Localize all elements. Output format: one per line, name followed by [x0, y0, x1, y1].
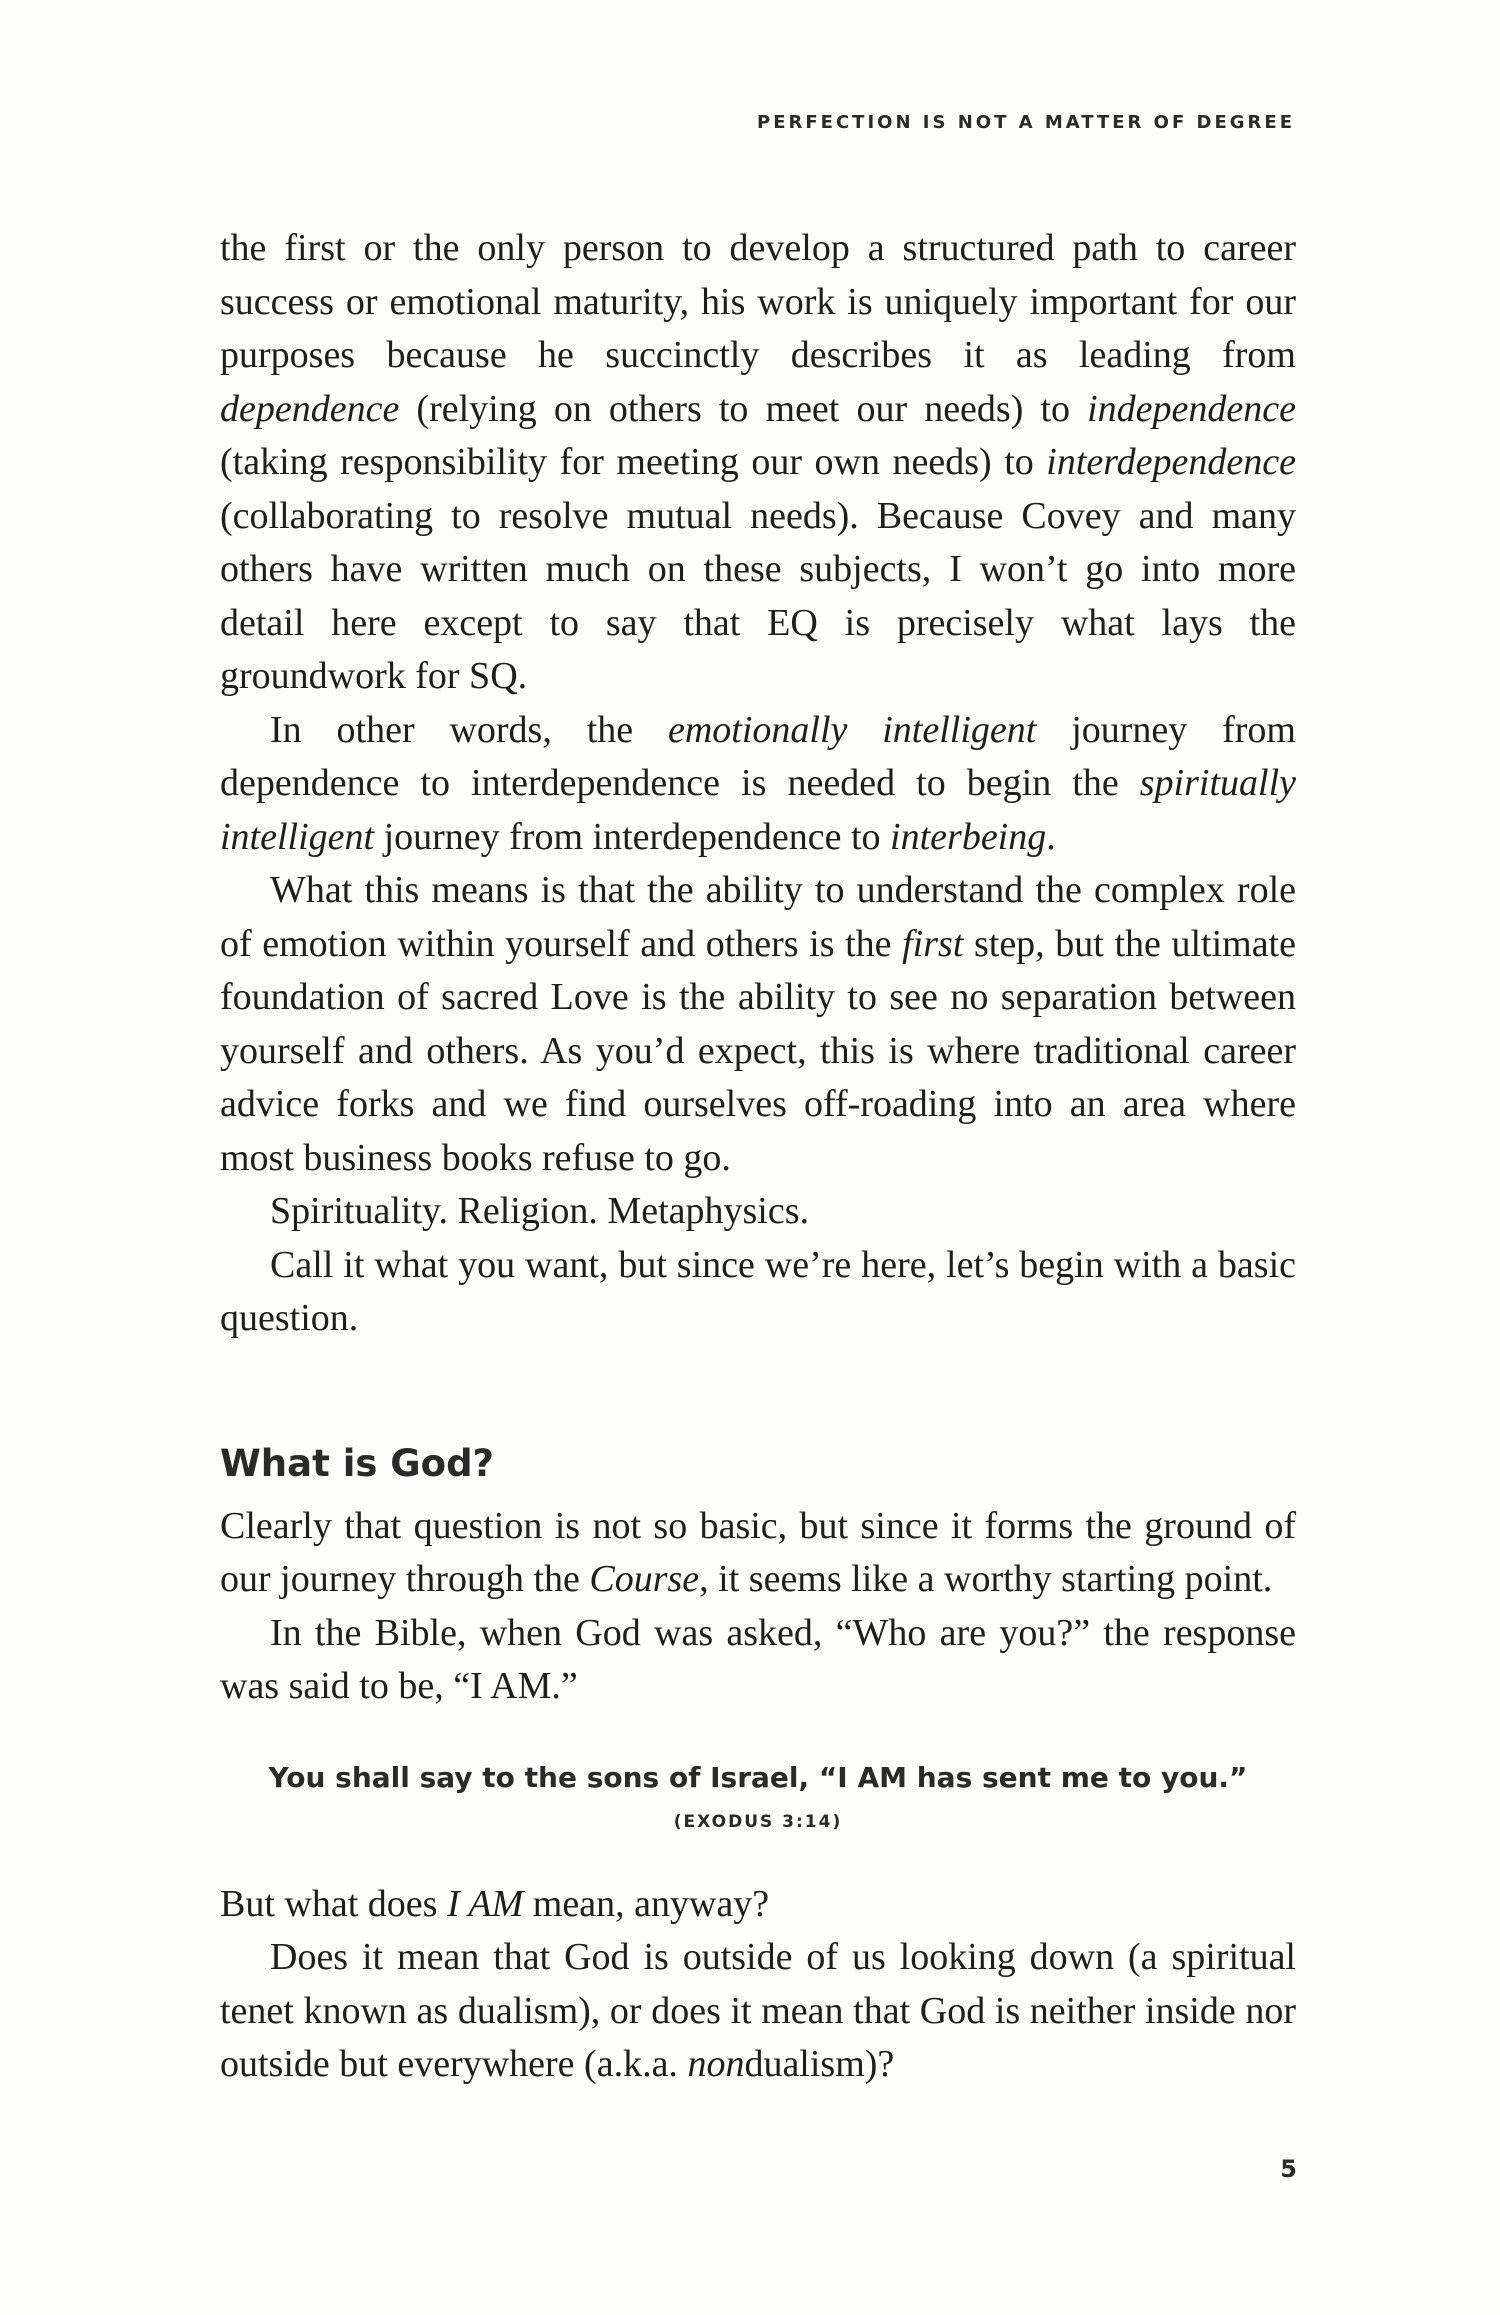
running-head: PERFECTION IS NOT A MATTER OF DEGREE: [757, 112, 1295, 133]
paragraph-7: In the Bible, when God was asked, “Who are you?” the response was said to be, “I AM.”: [220, 1611, 1296, 1707]
paragraph-4: Spirituality. Religion. Metaphysics.: [270, 1190, 809, 1232]
section-heading: What is God?: [220, 1441, 495, 1485]
paragraph-2: In other words, the emotionally intelligent journey from dependence to interdependence is needed to begin the spiritually intelligent journey from interdependence to interbeing.: [220, 708, 1296, 858]
paragraph-6: Clearly that question is not so basic, but since it forms the ground of our journey through the Course, it seems like a worthy starting point.: [220, 1504, 1296, 1600]
paragraph-9: Does it mean that God is outside of us looking down (a spiritual tenet known as dualism), or does it mean that God is neither inside nor outside but everywhere (a.k.a. nondualism)?: [220, 1936, 1296, 2085]
page-number: 5: [1280, 2155, 1297, 2183]
scripture-quote: [220, 1758, 1296, 1840]
quote-text: You shall say to the sons of Israel, “I AM has sent me to you.”: [268, 1760, 1248, 1794]
paragraph-3: What this means is that the ability to understand the complex role of emotion within yourself and others is the first step, but the ultimate foundation of sacred Love is the ability to see no separation between yourself and others. As you’d expect, this is where traditional career advice forks and we find ourselves off-roading into an area where most business books refuse to go.: [220, 869, 1296, 1179]
paragraph-8: But what does I AM mean, anyway?: [220, 1882, 770, 1925]
body-text: [220, 222, 1296, 2092]
paragraph-5: Call it what you want, but since we’re here, let’s begin with a basic question.: [220, 1243, 1296, 1339]
paragraph-1: the first or the only person to develop a structured path to career success or emotional maturity, his work is uniquely important for our purposes because he succinctly describes it as leading from dependence (relying on others to meet our needs) to independence (taking responsibility for meeting our own needs) to interdependence (collaborating to resolve mutual needs). Because Covey and many others have written much on these subjects, I won’t go into more detail here except to say that EQ is precisely what lays the groundwork for SQ.: [220, 227, 1296, 697]
quote-citation: (EXODUS 3:14): [673, 1811, 843, 1832]
